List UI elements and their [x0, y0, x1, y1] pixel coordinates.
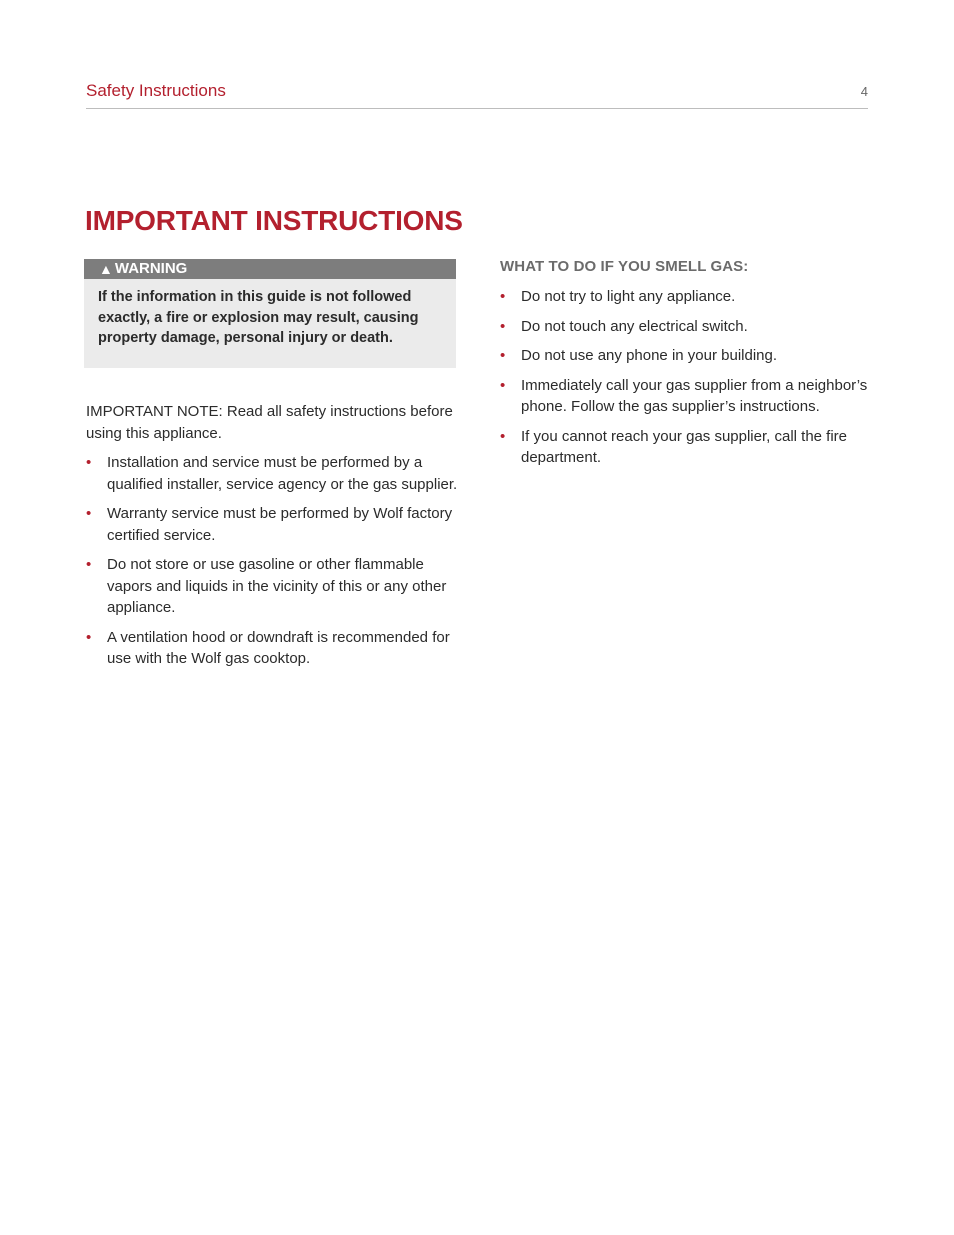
list-item-text: Do not touch any electrical switch.: [521, 317, 748, 335]
page-title: IMPORTANT INSTRUCTIONS: [85, 205, 463, 236]
bullet-icon: •: [500, 376, 506, 394]
important-note: [86, 401, 461, 444]
warning-label: WARNING: [114, 260, 188, 277]
bullet-icon: •: [500, 427, 506, 445]
bullet-icon: •: [86, 556, 92, 573]
list-item-text: If you cannot reach your gas supplier, call the fire department.: [521, 427, 848, 466]
list-item: [500, 375, 880, 418]
list-item: [500, 345, 880, 367]
list-item: [86, 627, 466, 670]
list-item-text: Warranty service must be performed by Wolf factory certified service.: [107, 505, 453, 544]
list-item: [500, 426, 880, 469]
warning-triangle-icon: ▲: [99, 261, 113, 277]
list-item: [86, 554, 466, 619]
list-item-text: Installation and service must be performed by a qualified installer, service agency or the gas supplier.: [107, 454, 458, 493]
list-item: [500, 316, 880, 338]
page-number: 4: [860, 84, 868, 99]
list-item: [86, 452, 466, 495]
list-item-text: A ventilation hood or downdraft is recommended for use with the Wolf gas cooktop.: [107, 628, 450, 667]
important-note-label: IMPORTANT NOTE:: [86, 403, 223, 420]
important-note-text: Read all safety instructions before using this appliance.: [86, 403, 453, 442]
warning-box: [84, 259, 456, 368]
smell-gas-list: [500, 286, 880, 469]
bullet-icon: •: [500, 347, 506, 364]
safety-bullet-list: [86, 452, 466, 678]
list-item-text: Do not store or use gasoline or other flammable vapors and liquids in the vicinity of this or any other appliance.: [107, 556, 447, 616]
list-item: [86, 503, 466, 546]
section-title: Safety Instructions: [86, 81, 226, 100]
warning-text: If the information in this guide is not followed exactly, a fire or explosion may result, causing property damage, personal injury or death.: [98, 289, 419, 346]
page-header: [86, 80, 868, 109]
bullet-icon: •: [500, 288, 506, 305]
bullet-icon: •: [500, 317, 506, 335]
warning-bar: [84, 259, 456, 279]
list-item-text: Immediately call your gas supplier from a neighbor’s phone. Follow the gas supplier’s instructions.: [521, 376, 868, 415]
smell-gas-section: [500, 256, 880, 477]
bullet-icon: •: [86, 505, 92, 522]
list-item-text: Do not try to light any appliance.: [521, 288, 736, 305]
smell-gas-heading: WHAT TO DO IF YOU SMELL GAS:: [500, 258, 749, 275]
bullet-icon: •: [86, 628, 92, 646]
list-item: [500, 286, 880, 308]
list-item-text: Do not use any phone in your building.: [521, 347, 778, 364]
bullet-icon: •: [86, 454, 92, 471]
